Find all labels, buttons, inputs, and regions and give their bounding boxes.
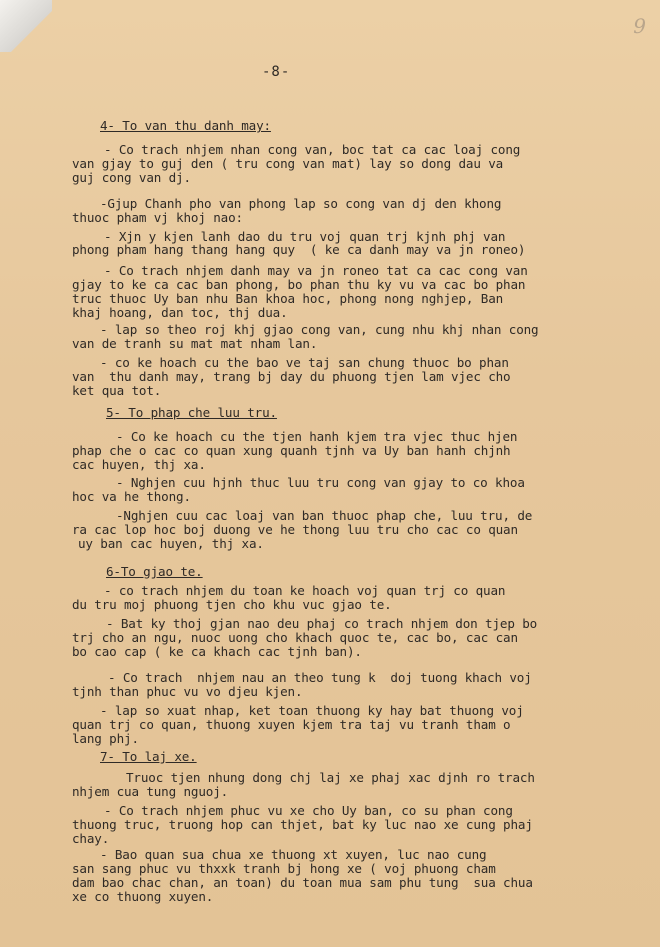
text-line: - Bao quan sua chua xe thuong xt xuyen, luc nao cung: [100, 847, 487, 862]
text-line: van de tranh su mat mat nham lan.: [72, 336, 318, 351]
text-line: san sang phuc vu thxxk tranh bj hong xe ( voj phuong cham: [72, 861, 496, 876]
text-line: - Co trach nhjem phuc vu xe cho Uy ban, co su phan cong: [104, 803, 513, 818]
text-line: - co ke hoach cu the bao ve taj san chung thuoc bo phan: [100, 355, 509, 370]
text-line: ra cac lop hoc boj duong ve he thong luu tru cho cac co quan: [72, 522, 518, 537]
section-heading-5: 5- To phap che luu tru.: [106, 405, 277, 420]
text-line: van gjay to guj den ( tru cong van mat) lay so dong dau va: [72, 156, 504, 171]
text-line: - Co ke hoach cu the tjen hanh kjem tra vjec thuc hjen: [116, 429, 518, 444]
text-line: lang phj.: [72, 731, 139, 746]
text-line: -Gjup Chanh pho van phong lap so cong van dj den khong: [100, 196, 502, 211]
text-line: guj cong van dj.: [72, 170, 191, 185]
text-line: thuoc pham vj khoj nao:: [72, 210, 243, 225]
text-line: - lap so xuat nhap, ket toan thuong ky hay bat thuong voj: [100, 703, 524, 718]
text-line: thuong truc, truong hop can thjet, bat ky luc nao xe cung phaj: [72, 817, 533, 832]
text-line: - Co trach nhjem nhan cong van, boc tat ca cac loaj cong: [104, 142, 521, 157]
text-line: nhjem cua tung nguoj.: [72, 784, 229, 799]
text-line: bo cao cap ( ke ca khach cac tjnh ban).: [72, 644, 362, 659]
text-line: truc thuoc Uy ban nhu Ban khoa hoc, phong nong nghjep, Ban: [72, 291, 504, 306]
text-line: - co trach nhjem du toan ke hoach voj quan trj co quan: [104, 583, 506, 598]
text-line: ket qua tot.: [72, 383, 162, 398]
text-line: van thu danh may, trang bj day du phuong tjen lam vjec cho: [72, 369, 511, 384]
section-heading-6: 6-To gjao te.: [106, 564, 203, 579]
text-line: - Co trach nhjem nau an theo tung k doj tuong khach voj: [108, 670, 532, 685]
text-line: phong pham hang thang hang quy ( ke ca danh may va jn roneo): [72, 242, 526, 257]
text-line: tjnh than phuc vu vo djeu kjen.: [72, 684, 303, 699]
text-line: gjay to ke ca cac ban phong, bo phan thu ky vu va cac bo phan: [72, 277, 526, 292]
text-line: Truoc tjen nhung dong chj laj xe phaj xac djnh ro trach: [126, 770, 535, 785]
text-line: khaj hoang, dan toc, thj dua.: [72, 305, 288, 320]
folio-number: 9: [633, 14, 646, 38]
text-line: - Xjn y kjen lanh dao du tru voj quan trj kjnh phj van: [104, 229, 506, 244]
section-heading-4: 4- To van thu danh may:: [100, 118, 271, 133]
text-line: dam bao chac chan, an toan) du toan mua sam phu tung sua chua: [72, 875, 533, 890]
page-number: -8-: [262, 64, 291, 80]
text-line: -Nghjen cuu cac loaj van ban thuoc phap che, luu tru, de: [116, 508, 533, 523]
text-line: - lap so theo roj khj gjao cong van, cung nhu khj nhan cong: [100, 322, 539, 337]
text-line: uy ban cac huyen, thj xa.: [78, 536, 264, 551]
text-line: cac huyen, thj xa.: [72, 457, 206, 472]
text-line: - Nghjen cuu hjnh thuc luu tru cong van gjay to co khoa: [116, 475, 525, 490]
text-line: xe co thuong xuyen.: [72, 889, 214, 904]
text-line: - Co trach nhjem danh may va jn roneo tat ca cac cong van: [104, 263, 528, 278]
torn-corner: [0, 0, 52, 52]
text-line: quan trj co quan, thuong xuyen kjem tra taj vu tranh tham o: [72, 717, 511, 732]
text-line: - Bat ky thoj gjan nao deu phaj co trach nhjem don tjep bo: [106, 616, 538, 631]
text-line: hoc va he thong.: [72, 489, 191, 504]
text-line: trj cho an ngu, nuoc uong cho khach quoc te, cac bo, cac can: [72, 630, 518, 645]
text-line: chay.: [72, 831, 110, 846]
section-heading-7: 7- To laj xe.: [100, 749, 197, 764]
text-line: du tru moj phuong tjen cho khu vuc gjao te.: [72, 597, 392, 612]
text-line: phap che o cac co quan xung quanh tjnh va Uy ban hanh chjnh: [72, 443, 511, 458]
